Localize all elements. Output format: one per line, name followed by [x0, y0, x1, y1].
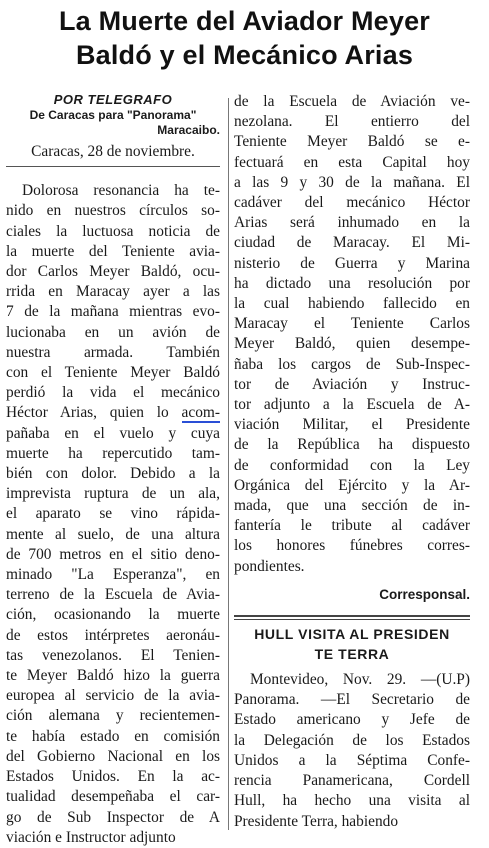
text-line: ciales la luctuosa noticia de — [6, 222, 220, 240]
dateline-rule — [6, 166, 220, 167]
text-line: a las 9 y 30 de la mañana. El — [234, 173, 470, 191]
text-line: Estado americano y Jefe de — [234, 711, 470, 729]
text-line: Presidente Terra, habiendo — [234, 812, 399, 830]
right-body-text — [234, 92, 470, 577]
text-line: tor de Aviación y Instruc- — [234, 375, 470, 393]
text-line: Hull, ha hecho una visita al — [234, 792, 470, 810]
text-line: de la República ha dispuesto — [234, 436, 470, 454]
headline-line-1: La Muerte del Aviador Meyer — [58, 6, 430, 36]
text-line: terreno de la Escuela de Avia- — [6, 586, 220, 604]
column-divider — [228, 98, 229, 830]
text-line: la Delegación de los Estados — [234, 731, 470, 749]
text-line: de conformidad con la Ley — [234, 456, 470, 474]
text-line: te Meyer Baldó hizo la guerra — [6, 667, 220, 685]
text-line: Héctor Arias, quien lo acom- — [6, 404, 220, 422]
text-line: mada, que una sección de in- — [234, 497, 470, 515]
text-line: la muerte del Teniente avia- — [6, 242, 220, 260]
byline-city: Maracaibo. — [157, 123, 220, 137]
text-line: mente al suelo, de una altura — [6, 525, 220, 543]
text-line: 7 de la mañana mientras evo- — [6, 303, 220, 321]
text-line: Estados Unidos. En la ac- — [6, 768, 220, 786]
left-body-text — [6, 181, 220, 848]
hull-article-text — [234, 670, 470, 832]
subhead-line-1: HULL VISITA AL PRESIDEN — [254, 626, 450, 643]
section-rule-bottom — [234, 619, 470, 620]
text-line: ha dictado una resolución por — [234, 274, 470, 292]
text-line: Panorama. —El Secretario de — [234, 691, 470, 709]
text-line: tor adjunto a la Escuela de A- — [234, 396, 470, 414]
text-line: Meyer Baldó, quien desempe- — [234, 335, 470, 353]
article-headline — [0, 4, 489, 72]
text-line: ción alemana y recientemen- — [6, 707, 220, 725]
correspondent-signoff: Corresponsal. — [379, 586, 470, 602]
text-line: ñaba los cargos de Sub-Inspec- — [234, 355, 470, 373]
text-line: la cual habiendo fallecido en — [234, 295, 470, 313]
text-line: fectuará en esta Capital hoy — [234, 153, 470, 171]
text-line: fantería le tribute al cadáver — [234, 517, 470, 535]
text-line: lucionaba en un avión de — [6, 323, 220, 341]
hyphenated-link-word[interactable]: acom- — [181, 404, 220, 422]
text-line: nezolana. El entierro del — [234, 113, 470, 131]
text-line: viación e Instructor adjunto — [6, 828, 176, 846]
text-line: perdió la vida el mecánico — [6, 384, 220, 402]
left-column — [6, 92, 220, 848]
text-line: Teniente Meyer Baldó se e- — [234, 133, 470, 151]
subhead-line-2: TE TERRA — [314, 646, 390, 663]
text-line: tas venezolanos. El Tenien- — [6, 646, 220, 664]
text-line: el aparato se vino rápida- — [6, 505, 220, 523]
text-line: Montevideo, Nov. 29. —(U.P) — [250, 671, 470, 689]
text-line: Dolorosa resonancia ha te- — [22, 182, 220, 200]
text-line: europea al servicio de la avia- — [6, 687, 220, 705]
text-line: te había estado en comisión — [6, 727, 220, 745]
text-line: con el Teniente Meyer Baldó — [6, 364, 220, 382]
text-line: Unidos a la Séptima Confe- — [234, 751, 470, 769]
text-line: ciudad de Maracay. El Mi- — [234, 234, 470, 252]
text-line: minado "La Esperanza", en — [6, 566, 220, 584]
text-line: ción, ocasionando la muerte — [6, 606, 220, 624]
text-line: Maracay el Teniente Carlos — [234, 315, 470, 333]
headline-line-2: Baldó y el Mecánico Arias — [75, 40, 414, 70]
text-line: rrida en Maracay ayer a las — [6, 283, 220, 301]
dateline: Caracas, 28 de noviembre. — [31, 143, 195, 160]
text-line: nisterio de Guerra y Marina — [234, 254, 470, 272]
text-line: dor Carlos Meyer Baldó, ocu- — [6, 263, 220, 281]
section-rule-top — [234, 615, 470, 617]
text-line: go de Sub Inspector de A — [6, 808, 220, 826]
text-line: cadáver del mecánico Héctor — [234, 194, 470, 212]
text-line: tualidad desempeñaba el car- — [6, 788, 220, 806]
paragraph-gap — [6, 171, 220, 181]
text-line: de 700 metros en el sitio deno- — [6, 545, 220, 563]
text-line: imprevista ruptura de un ala, — [6, 485, 220, 503]
text-line: muerte ha repercutido tam- — [6, 444, 220, 462]
text-line: Orgánica del Ejército y la Ar- — [234, 476, 470, 494]
byline-source: POR TELEGRAFO — [53, 92, 173, 107]
text-line: Arias será inhumado en la — [234, 214, 470, 232]
text-line: rencia Panamericana, Cordell — [234, 772, 470, 790]
text-line: viación Militar, el Presidente — [234, 416, 470, 434]
right-column — [234, 92, 470, 832]
text-line: bién con dolor. Debido a la — [6, 465, 220, 483]
text-line: pondientes. — [234, 557, 305, 575]
text-line: pañaba en el vuelo y cuya — [6, 424, 220, 442]
byline-from: De Caracas para "Panorama" — [29, 108, 197, 122]
text-line: de estos intérpretes aeronáu- — [6, 626, 220, 644]
text-line: nuestra armada. También — [6, 343, 220, 361]
text-line: nido en nuestros círculos so- — [6, 202, 220, 220]
text-line: del Gobierno Nacional en los — [6, 747, 220, 765]
text-line: los honores fúnebres corres- — [234, 537, 470, 555]
text-line: de la Escuela de Aviación ve- — [234, 93, 470, 110]
